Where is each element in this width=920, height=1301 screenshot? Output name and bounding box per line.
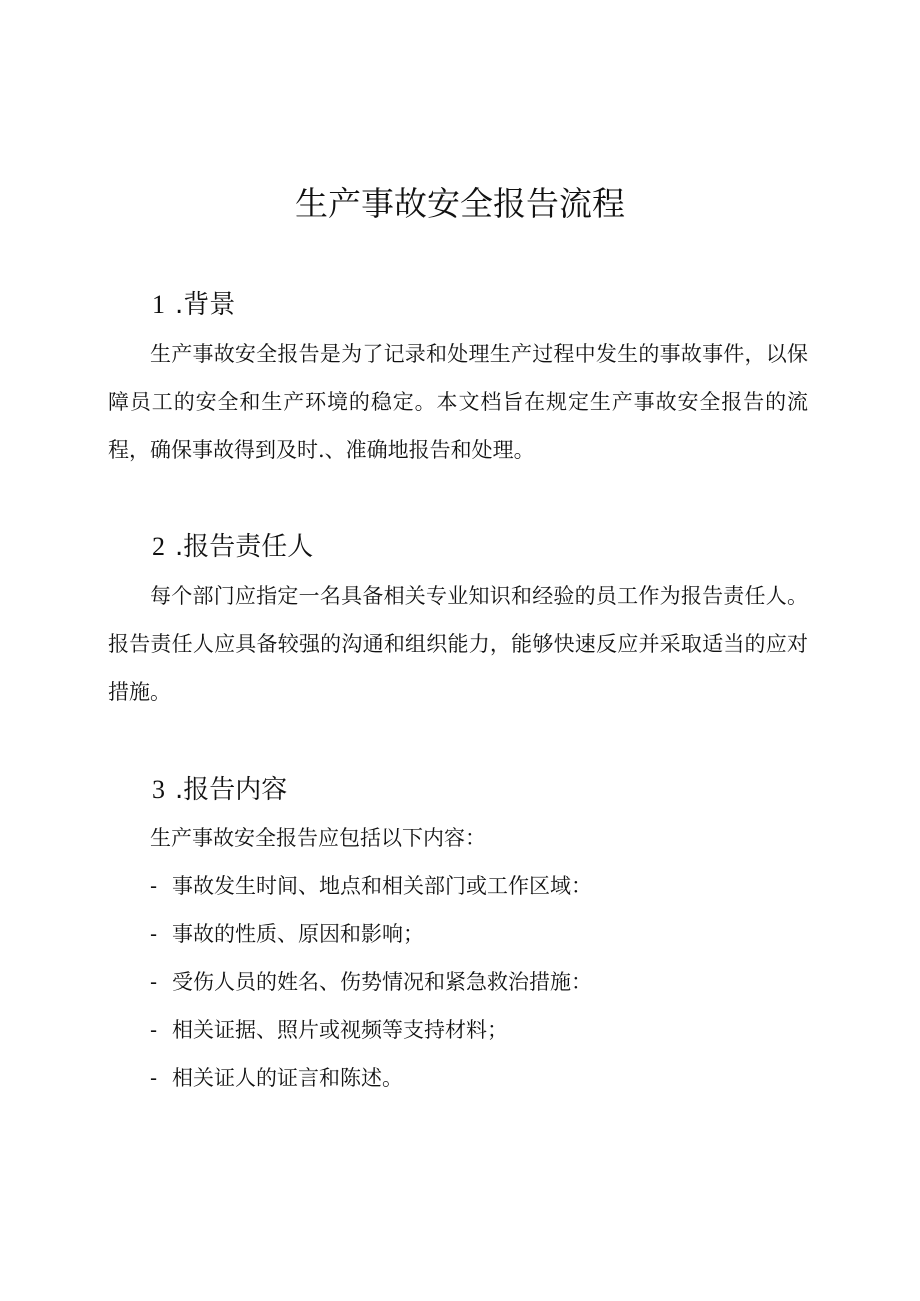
section-2-heading xyxy=(152,527,313,567)
section-1-paragraph: 生产事故安全报告是为了记录和处理生产过程中发生的事故事件，以保障员工的安全和生产环境的稳定。本文档旨在规定生产事故安全报告的流程，确保事故得到及时.、准确地报告和处理。 xyxy=(108,342,808,462)
document-title: 生产事故安全报告流程 xyxy=(295,184,625,223)
list-item xyxy=(150,862,592,910)
bullet-dash: - xyxy=(150,1066,158,1090)
section-2-number: 2 xyxy=(152,532,165,561)
bullet-dash: - xyxy=(150,922,158,946)
list-item xyxy=(150,1006,508,1054)
section-2-paragraph: 每个部门应指定一名具备相关专业知识和经验的员工作为报告责任人。报告责任人应具备较强的沟通和组织能力，能够快速反应并采取适当的应对措施。 xyxy=(108,584,808,704)
section-3-number: 3 xyxy=(152,775,165,804)
section-3-title: .报告内容 xyxy=(175,775,288,805)
section-3-heading xyxy=(152,770,287,810)
section-1-number: 1 xyxy=(152,290,165,319)
bullet-dash: - xyxy=(150,970,158,994)
list-item-text: 受伤人员的姓名、伤势情况和紧急救治措施： xyxy=(172,970,592,994)
bullet-dash: - xyxy=(150,874,158,898)
bullet-dash: - xyxy=(150,1018,158,1042)
list-item xyxy=(150,910,424,958)
section-1-title: .背景 xyxy=(175,290,236,320)
list-item-text: 事故的性质、原因和影响； xyxy=(172,922,424,946)
list-item-text: 事故发生时间、地点和相关部门或工作区域： xyxy=(172,874,592,898)
section-2-title: .报告责任人 xyxy=(175,532,314,562)
list-item xyxy=(150,958,592,1006)
section-3-intro: 生产事故安全报告应包括以下内容： xyxy=(150,826,486,850)
list-item xyxy=(150,1054,403,1102)
list-item-text: 相关证人的证言和陈述。 xyxy=(172,1066,403,1090)
section-1-heading xyxy=(152,285,235,325)
list-item-text: 相关证据、照片或视频等支持材料； xyxy=(172,1018,508,1042)
